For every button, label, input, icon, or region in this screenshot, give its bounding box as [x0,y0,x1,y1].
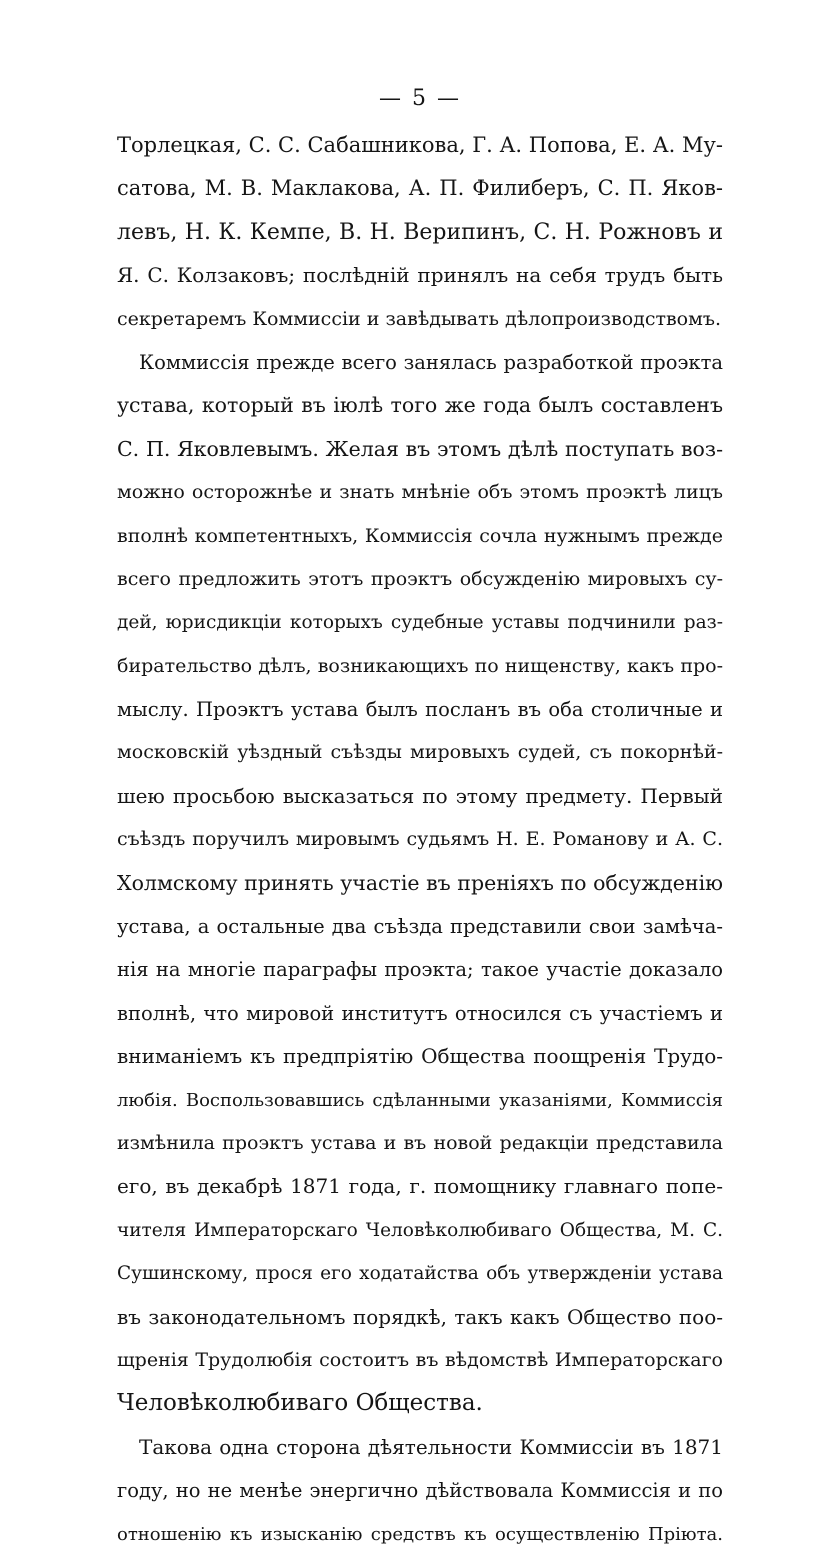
text-line: дей, юрисдикціи которыхъ судебные уставы подчинили раз- [117,612,723,634]
text-line: году, но не менѣе энергично дѣйствовала Коммиссія и по [117,1479,723,1503]
text-line: щренія Трудолюбія состоитъ въ вѣдомствѣ Императорскаго [117,1348,723,1371]
text-line: московскій уѣздный съѣзды мировыхъ судей, съ покорнѣй- [117,741,723,764]
text-line: Торлецкая, С. С. Сабашникова, Г. А. Попова, Е. А. Му- [117,133,723,157]
text-line: измѣнила проэктъ устава и въ новой редакціи представила [117,1131,723,1154]
text-line: секретаремъ Коммиссіи и завѣдывать дѣлопроизводствомъ. [117,307,722,330]
text-line: мыслу. Проэктъ устава былъ посланъ въ оба столичные и [117,698,723,722]
text-line: вниманіемъ къ предпріятію Общества поощренія Трудо- [117,1044,723,1069]
text-line: вполнѣ компетентныхъ, Коммиссія сочла нужнымъ прежде [117,524,723,547]
text-line: вполнѣ, что мировой институтъ относился съ участіемъ и [117,1001,723,1025]
text-line: Такова одна сторона дѣятельности Коммиссіи въ 1871 [139,1434,723,1459]
text-line: левъ, Н. К. Кемпе, В. Н. Верипинъ, С. Н. Рожновъ и [117,219,723,245]
text-line: чителя Императорскаго Человѣколюбиваго Общества, М. С. [117,1219,723,1241]
text-line: въ законодательномъ порядкѣ, такъ какъ Общество поо- [117,1304,723,1329]
text-line: Сушинскому, прося его ходатайства объ утвержденіи устава [117,1263,723,1285]
body-text [117,124,723,1556]
text-line: его, въ декабрѣ 1871 года, г. помощнику главнаго попе- [117,1174,723,1199]
text-line: Холмскому принять участіе въ преніяхъ по обсужденію [117,870,723,895]
text-line: бирательство дѣлъ, возникающихъ по нищенству, какъ про- [117,654,723,677]
text-line: Коммиссія прежде всего занялась разработкой проэкта [139,350,723,374]
text-line: устава, который въ іюлѣ того же года былъ составленъ [117,393,723,418]
text-line: Человѣколюбиваго Общества. [117,1390,483,1417]
text-line: шею просьбою высказаться по этому предмету. Первый [117,783,723,808]
text-line: Я. С. Колзаковъ; послѣдній принялъ на себя трудъ быть [117,263,723,288]
page-number: — 5 — [379,86,461,111]
text-line: всего предложить этотъ проэктъ обсужденію мировыхъ су- [117,567,723,590]
text-line: съѣздъ поручилъ мировымъ судьямъ Н. Е. Романову и А. С. [117,828,723,851]
text-line: любія. Воспользовавшись сдѣланными указаніями, Коммиссія [117,1089,723,1111]
text-line: С. П. Яковлевымъ. Желая въ этомъ дѣлѣ поступать воз- [117,436,723,461]
text-line: можно осторожнѣе и знать мнѣніе объ этомъ проэктѣ лицъ [117,481,723,504]
text-line: отношенію къ изысканію средствъ къ осуществленію Пріюта. [117,1523,723,1545]
text-line: нія на многіе параграфы проэкта; такое участіе доказало [117,958,723,982]
text-line: сатова, М. В. Маклакова, А. П. Филиберъ, С. П. Яков- [117,176,723,201]
text-line: устава, а остальные два съѣзда представили свои замѣча- [117,915,723,939]
